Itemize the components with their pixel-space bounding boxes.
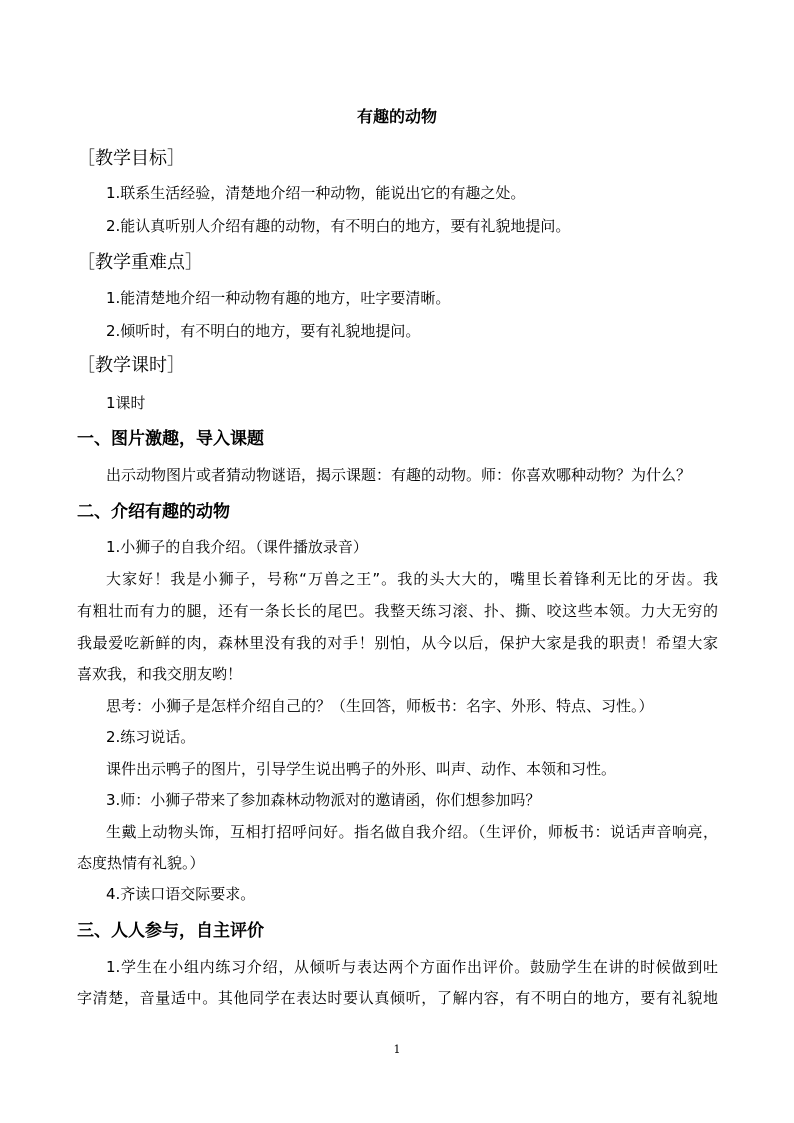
section-heading-part-three: 三、人人参与，自主评价	[77, 921, 264, 941]
paragraph-line: 喜欢我，和我交朋友哟！	[77, 665, 243, 683]
paragraph-line: 我最爱吃新鲜的肉，森林里没有我的对手！别怕，从今以后，保护大家是我的职责！希望大家	[77, 634, 718, 652]
teaching-goal-item: 1.联系生活经验，清楚地介绍一种动物，能说出它的有趣之处。	[106, 184, 526, 202]
section-heading-key-difficult-points: ［教学重难点］	[77, 252, 203, 273]
page-number: 1	[393, 1043, 401, 1056]
paragraph-line: 字清楚，音量适中。其他同学在表达时要认真倾听，了解内容，有不明白的地方，要有礼貌地	[77, 989, 718, 1007]
paragraph-line: 态度热情有礼貌。）	[77, 854, 205, 872]
paragraph-line: 大家好！我是小狮子，号称“万兽之王”。我的头大大的，嘴里长着锋利无比的牙齿。我	[106, 570, 718, 588]
section-heading-class-hours: ［教学课时］	[77, 355, 185, 376]
class-hours-value: 1课时	[106, 394, 146, 412]
paragraph-line: 4.齐读口语交际要求。	[106, 885, 256, 903]
section-heading-teaching-goals: ［教学目标］	[77, 148, 185, 169]
paragraph-line: 有粗壮而有力的腿，还有一条长长的尾巴。我整天练习滚、扑、撕、咬这些本领。力大无穷的	[77, 602, 718, 620]
section-heading-part-two: 二、介绍有趣的动物	[77, 502, 230, 522]
section-heading-part-one: 一、图片激趣，导入课题	[77, 429, 264, 449]
paragraph-line: 生戴上动物头饰，互相打招呼问好。指名做自我介绍。（生评价，师板书：说话声音响亮，	[106, 823, 718, 841]
paragraph-line: 2.练习说话。	[106, 728, 196, 746]
paragraph-line: 1.小狮子的自我介绍。（课件播放录音）	[106, 538, 368, 556]
paragraph-line: 课件出示鸭子的图片，引导学生说出鸭子的外形、叫声、动作、本领和习性。	[106, 760, 617, 778]
paragraph-line: 3.师：小狮子带来了参加森林动物派对的邀请函，你们想参加吗？	[106, 791, 541, 809]
key-point-item: 2.倾听时，有不明白的地方，要有礼貌地提问。	[106, 322, 421, 340]
document-title: 有趣的动物	[356, 107, 437, 126]
key-point-item: 1.能清楚地介绍一种动物有趣的地方，吐字要清晰。	[106, 289, 451, 307]
paragraph-line: 出示动物图片或者猜动物谜语，揭示课题：有趣的动物。师：你喜欢哪种动物？为什么？	[106, 466, 692, 484]
paragraph-line: 思考：小狮子是怎样介绍自己的？（生回答，师板书：名字、外形、特点、习性。）	[106, 697, 654, 715]
paragraph-line: 1.学生在小组内练习介绍，从倾听与表达两个方面作出评价。鼓励学生在讲的时候做到吐	[106, 958, 718, 976]
teaching-goal-item: 2.能认真听别人介绍有趣的动物，有不明白的地方，要有礼貌地提问。	[106, 217, 571, 235]
